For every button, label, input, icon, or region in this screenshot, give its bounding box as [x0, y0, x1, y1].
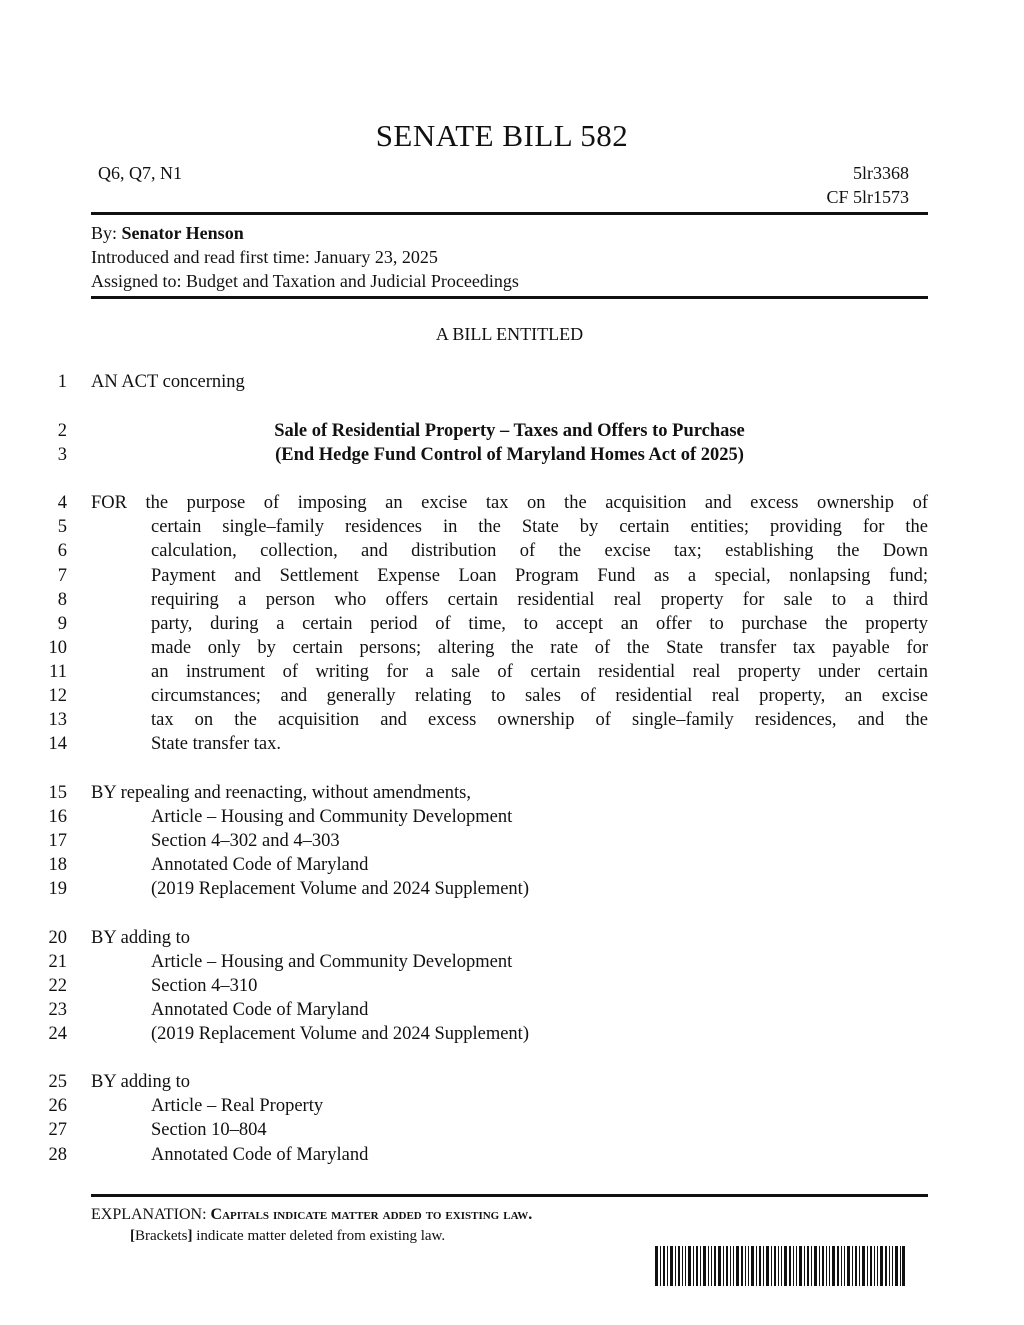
- subject-codes: Q6, Q7, N1: [98, 163, 182, 183]
- purpose-line: party, during a certain period of time, to accept an offer to purchase the property: [151, 614, 928, 634]
- line-number: 26: [48, 1096, 67, 1116]
- brackets-line: [130, 1228, 445, 1245]
- brackets-word: Brackets: [135, 1228, 188, 1244]
- bill-title: SENATE BILL 582: [375, 118, 629, 153]
- explanation-line: [91, 1206, 532, 1224]
- line-number: 24: [48, 1024, 67, 1044]
- line-number: 21: [48, 952, 67, 972]
- line-number: 17: [48, 831, 67, 851]
- line-number: 16: [48, 807, 67, 827]
- line-number: 10: [48, 638, 67, 658]
- assigned-line: Assigned to: Budget and Taxation and Judicial Proceedings: [91, 271, 519, 291]
- line-number: 23: [48, 1000, 67, 1020]
- cross-file-number: CF 5lr1573: [826, 187, 909, 207]
- line-number: 13: [48, 710, 67, 730]
- header-rule-top: [91, 212, 928, 215]
- purpose-line: FOR the purpose of imposing an excise tax on the acquisition and excess ownership of: [91, 493, 928, 513]
- line-number: 12: [48, 686, 67, 706]
- purpose-line: made only by certain persons; altering the rate of the State transfer tax payable for: [151, 638, 928, 658]
- line-number: 25: [48, 1072, 67, 1092]
- purpose-line: State transfer tax.: [151, 734, 281, 754]
- line-number: 14: [48, 734, 67, 754]
- line-number: 27: [48, 1120, 67, 1140]
- line-number: 28: [48, 1145, 67, 1165]
- line-number: 9: [57, 614, 67, 634]
- line-number: 11: [49, 662, 67, 682]
- section-reference: Section 4–302 and 4–303: [151, 831, 340, 851]
- brackets-explanation: indicate matter deleted from existing law.: [192, 1228, 446, 1244]
- purpose-line: Payment and Settlement Expense Loan Program Fund as a special, nonlapsing fund;: [151, 566, 928, 586]
- section-reference: Section 10–804: [151, 1120, 267, 1140]
- function-paragraph-heading: BY repealing and reenacting, without amendments,: [91, 783, 471, 803]
- sponsor-prefix: By:: [91, 223, 122, 243]
- line-number: 20: [48, 928, 67, 948]
- volume-reference: (2019 Replacement Volume and 2024 Supplement): [151, 1024, 529, 1044]
- line-number: 8: [57, 590, 67, 610]
- sponsor-name: Senator Henson: [121, 223, 244, 243]
- article-reference: Article – Real Property: [151, 1096, 324, 1116]
- line-number: 19: [48, 879, 67, 899]
- line-number: 3: [57, 445, 67, 465]
- function-paragraph-heading: BY adding to: [91, 1072, 191, 1092]
- footer-rule: [91, 1194, 928, 1197]
- introduced-line: Introduced and read first time: January 23, 2025: [91, 247, 438, 267]
- article-reference: Article – Housing and Community Development: [151, 807, 513, 827]
- code-reference: Annotated Code of Maryland: [151, 1145, 369, 1165]
- volume-reference: (2019 Replacement Volume and 2024 Supplement): [151, 879, 529, 899]
- code-reference: Annotated Code of Maryland: [151, 1000, 369, 1020]
- purpose-line: an instrument of writing for a sale of certain residential real property under certain: [151, 662, 928, 682]
- sponsor-line: [91, 223, 244, 244]
- line-number: 7: [57, 566, 67, 586]
- header-rule-bottom: [91, 296, 928, 299]
- function-paragraph-heading: BY adding to: [91, 928, 191, 948]
- purpose-line: calculation, collection, and distribution of the excise tax; establishing the Down: [151, 541, 928, 561]
- line-number: 1: [57, 372, 67, 392]
- purpose-line: tax on the acquisition and excess ownership of single–family residences, and the: [151, 710, 928, 730]
- bill-short-title: Sale of Residential Property – Taxes and Offers to Purchase: [274, 421, 745, 441]
- purpose-line: certain single–family residences in the State by certain entities; providing for the: [151, 517, 928, 537]
- line-number: 4: [57, 493, 67, 513]
- explanation-capitals: Capitals indicate matter added to existing law.: [210, 1206, 533, 1223]
- purpose-line: circumstances; and generally relating to sales of residential real property, an excise: [151, 686, 928, 706]
- line-number: 22: [48, 976, 67, 996]
- section-reference: Section 4–310: [151, 976, 258, 996]
- line-number: 2: [57, 421, 67, 441]
- bill-number: 5lr3368: [853, 163, 909, 183]
- line-number: 18: [48, 855, 67, 875]
- bill-popular-name: (End Hedge Fund Control of Maryland Homes Act of 2025): [275, 445, 744, 465]
- bracket-open: [: [130, 1228, 135, 1244]
- bill-entitled: A BILL ENTITLED: [435, 324, 584, 344]
- bracket-close: ]: [187, 1228, 193, 1244]
- code-reference: Annotated Code of Maryland: [151, 855, 369, 875]
- barcode-icon: [655, 1246, 905, 1286]
- line-number: 6: [57, 541, 67, 561]
- line-number: 5: [57, 517, 67, 537]
- line-number: 15: [48, 783, 67, 803]
- article-reference: Article – Housing and Community Development: [151, 952, 513, 972]
- explanation-label: EXPLANATION:: [91, 1206, 211, 1223]
- line-text: AN ACT concerning: [91, 372, 245, 392]
- purpose-line: requiring a person who offers certain residential real property for sale to a third: [151, 590, 928, 610]
